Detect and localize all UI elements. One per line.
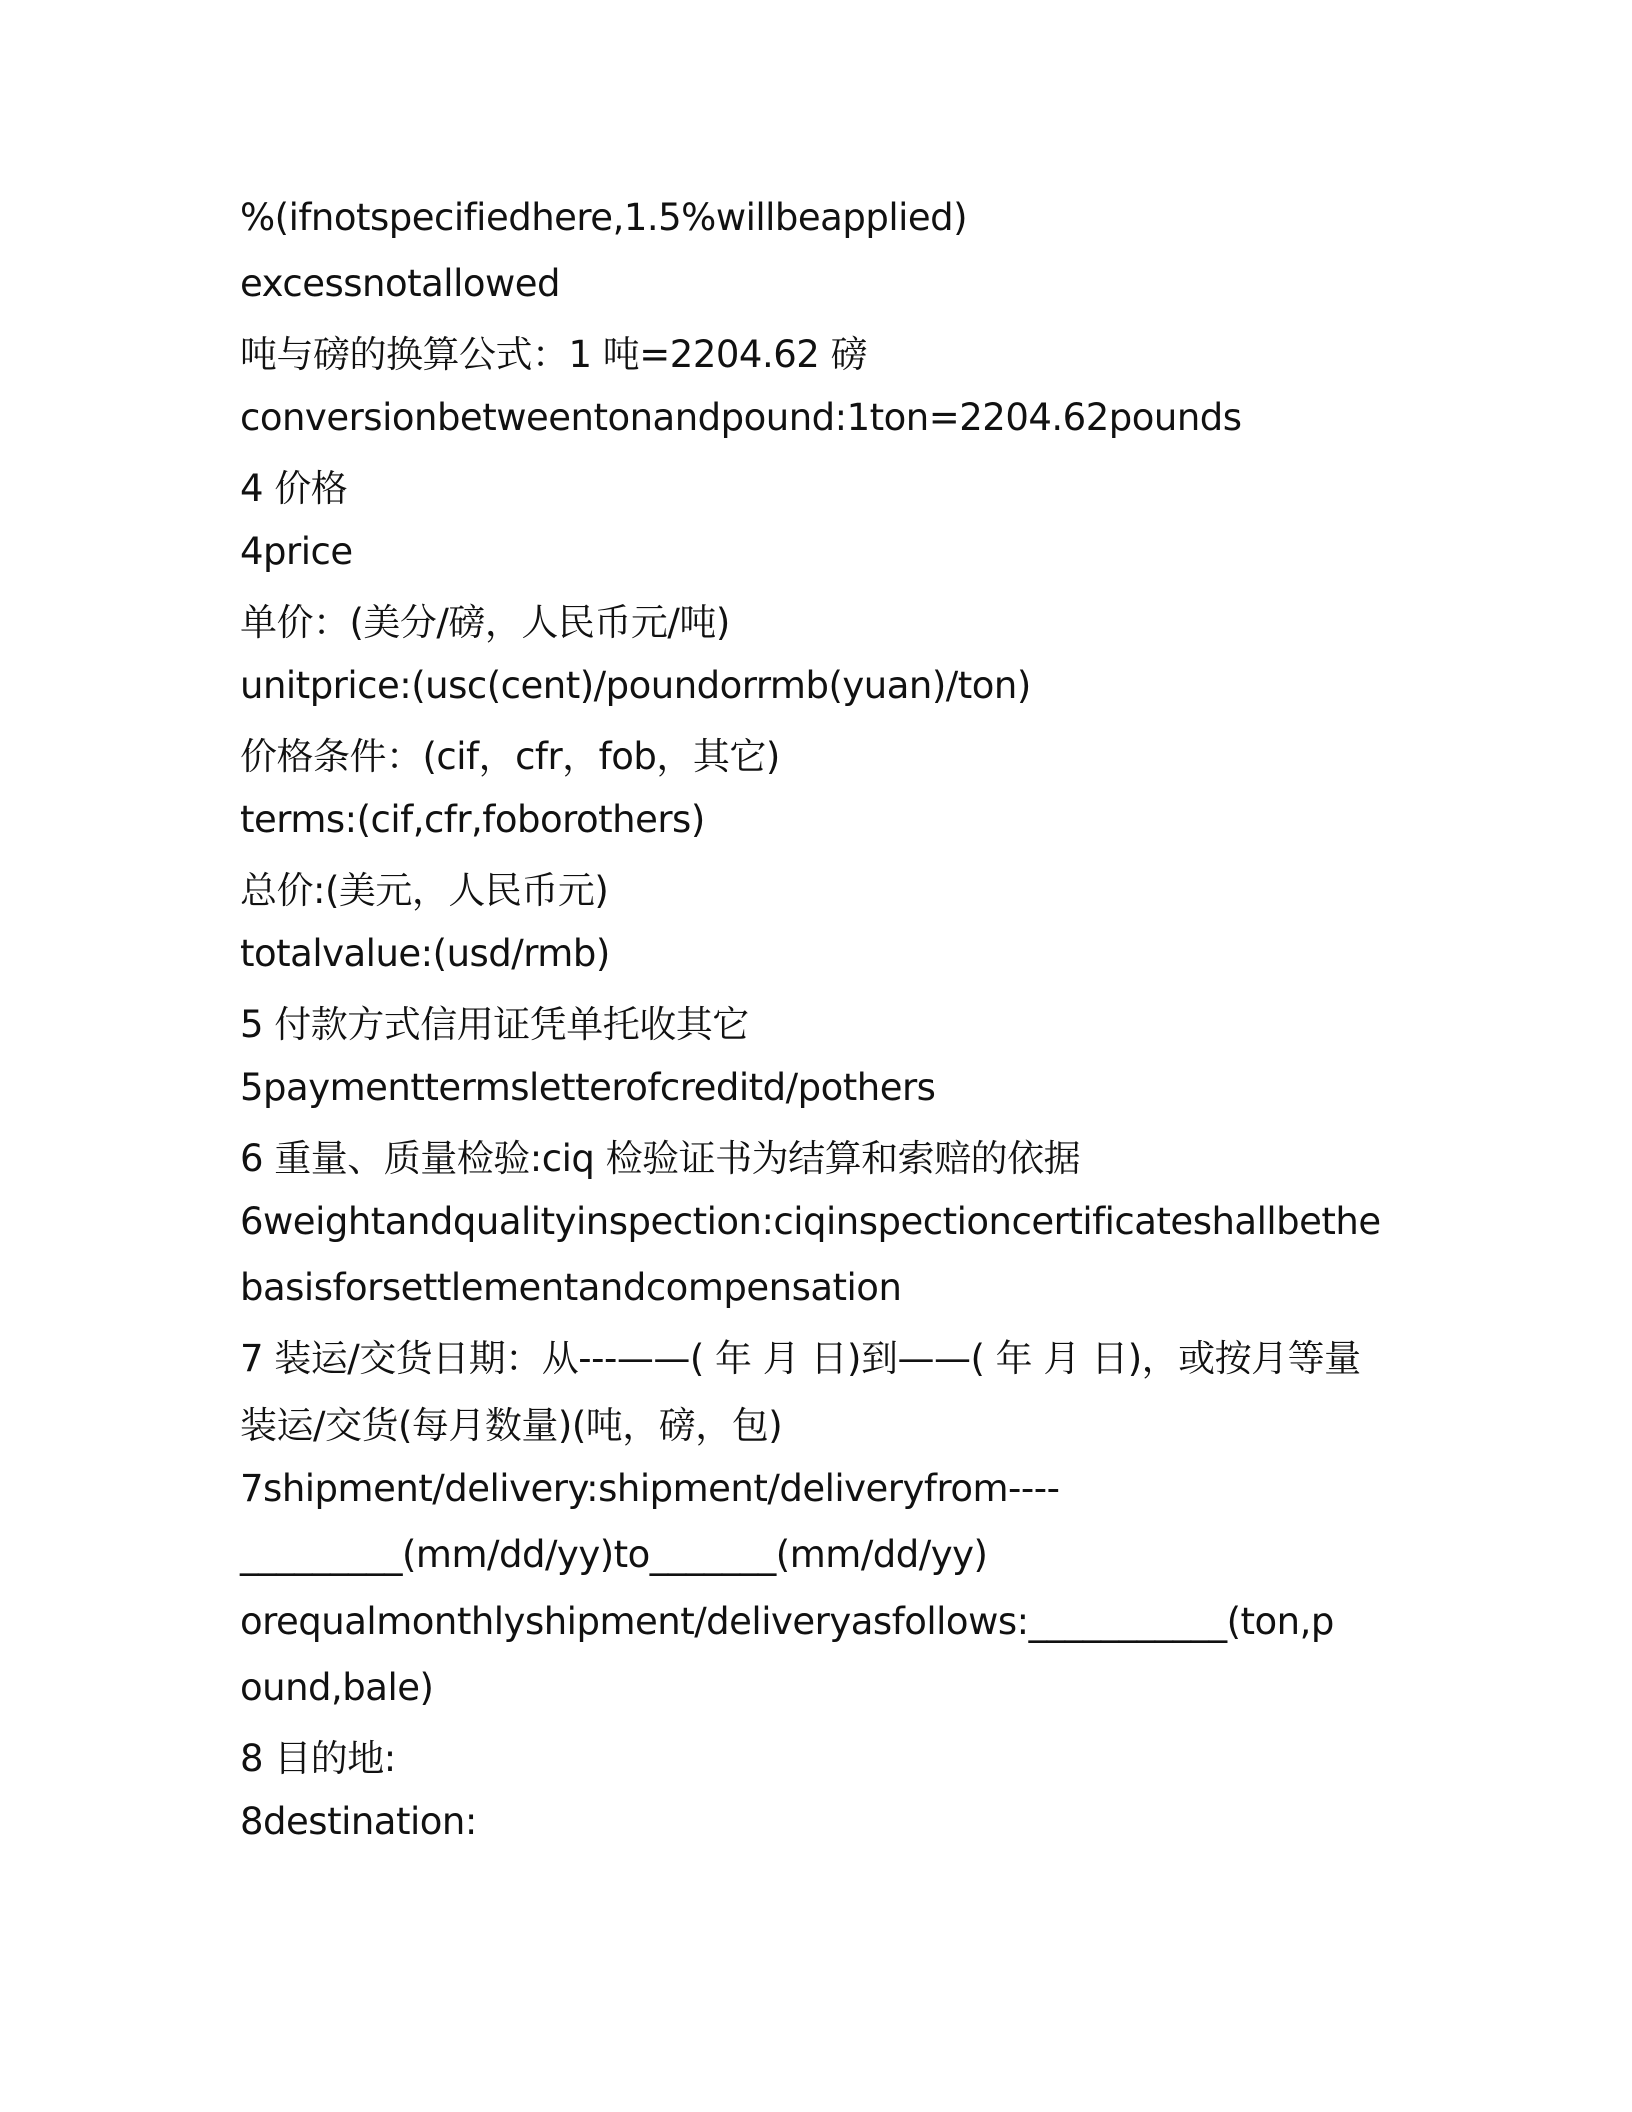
line-shipment-en-2: _________(mm/dd/yy)to_______(mm/dd/yy) — [240, 1533, 988, 1576]
line-conversion-cn: 吨与磅的换算公式：1 吨=2204.62 磅 — [240, 333, 868, 376]
line-terms-cn: 价格条件：(cif，cfr，fob，其它) — [240, 735, 780, 778]
line-conversion-en: conversionbetweentonandpound:1ton=2204.62pounds — [240, 396, 1242, 439]
line-unit-price-en: unitprice:(usc(cent)/poundorrmb(yuan)/ton) — [240, 664, 1031, 707]
line-shipment-en-1: 7shipment/delivery:shipment/deliveryfrom---- — [240, 1467, 1060, 1510]
line-payment-en: 5paymenttermsletterofcreditd/pothers — [240, 1066, 936, 1109]
line-shipment-en-4: ound,bale) — [240, 1666, 434, 1709]
line-price-heading-cn: 4 价格 — [240, 467, 348, 510]
line-destination-cn: 8 目的地: — [240, 1737, 396, 1780]
line-surplus-note: %(ifnotspecifiedhere,1.5%willbeapplied) — [240, 196, 968, 239]
line-payment-cn: 5 付款方式信用证凭单托收其它 — [240, 1003, 749, 1046]
line-price-heading-en: 4price — [240, 530, 353, 573]
line-terms-en: terms:(cif,cfr,foborothers) — [240, 798, 705, 841]
line-unit-price-cn: 单价：(美分/磅，人民币元/吨) — [240, 601, 730, 644]
line-excess: excessnotallowed — [240, 262, 560, 305]
line-total-value-en: totalvalue:(usd/rmb) — [240, 932, 610, 975]
line-inspection-en-2: basisforsettlementandcompensation — [240, 1266, 902, 1309]
line-shipment-en-3: orequalmonthlyshipment/deliveryasfollows:___________(ton,p — [240, 1600, 1334, 1643]
line-inspection-en-1: 6weightandqualityinspection:ciqinspectioncertificateshallbethe — [240, 1200, 1381, 1243]
line-total-value-cn: 总价:(美元，人民币元) — [240, 869, 609, 912]
line-destination-en: 8destination: — [240, 1800, 477, 1843]
line-shipment-cn-2: 装运/交货(每月数量)(吨，磅，包) — [240, 1404, 783, 1447]
line-shipment-cn-1: 7 装运/交货日期：从---——( 年 月 日)到——( 年 月 日)，或按月等量 — [240, 1337, 1361, 1380]
line-inspection-cn: 6 重量、质量检验:ciq 检验证书为结算和索赔的依据 — [240, 1137, 1081, 1180]
